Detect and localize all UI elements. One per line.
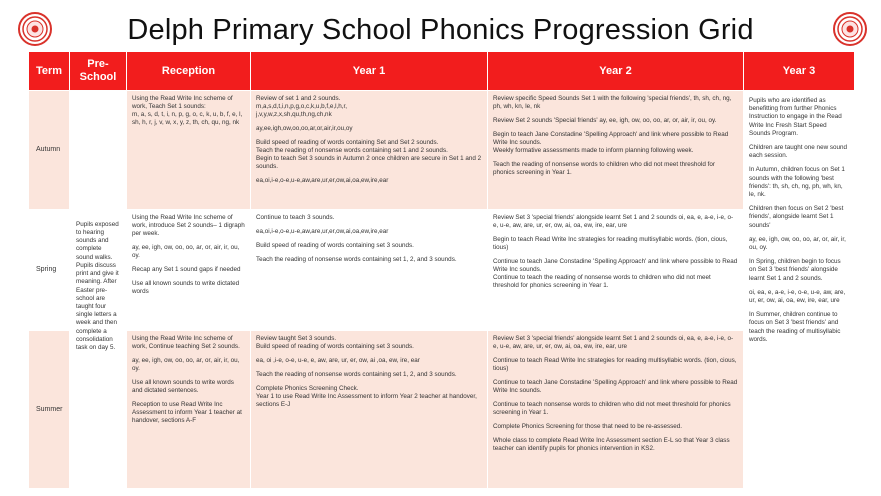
header-pre-school: Pre-School — [70, 52, 127, 91]
cell-text: Recap any Set 1 sound gaps if needed — [132, 266, 241, 273]
year2-spring — [488, 210, 744, 331]
cell-text: Complete Phonics Screening Check. Year 1 to use Read Write Inc Assessment to inform Year 2 teacher at handover, sections E-J — [256, 385, 477, 408]
cell-text: Review of set 1 and 2 sounds. m,a,s,d,t,i,n,p,g,o,c,k,u,b,f,e,l,h,r, j,v,y,w,z,x,sh,qu,th,ng,ch,nk — [256, 95, 347, 118]
cell-text: Begin to teach Jane Constadine 'Spelling Approach' and link where possible to Read Write Inc sounds. Weekly formative assessments made to inform planning following week. — [493, 131, 729, 154]
cell-text: Continue to teach 3 sounds. — [256, 214, 335, 221]
cell-text: Complete Phonics Screening for those that need to be re-assessed. — [493, 423, 683, 430]
cell-text: Review Set 3 'special friends' alongside learnt Set 1 and 2 sounds oi, ea, e, a-e, i-e, o-e, u-e, aw, are, ur, er, ow, ai, oa, ew, ire, ear, ure — [493, 214, 734, 229]
table-row-spring — [29, 210, 855, 331]
cell-text: Begin to teach Read Write Inc strategies for reading multisyllabic words. (tion, cious, tious) — [493, 236, 728, 251]
cell-text: In Summer, children continue to focus on Set 3 'best friends' and teach the reading of multisyllabic words. — [749, 311, 841, 343]
year1-summer — [251, 331, 488, 489]
header-reception: Reception — [127, 52, 251, 91]
cell-text: ea, oi ,i-e, o-e, u-e, e, aw, are, ur, er, ow, ai ,oa, ew, ire, ear — [256, 357, 420, 364]
cell-text: Continue to teach nonsense words to children who did not meet threshold for phonics screening in Year 1. — [493, 401, 731, 416]
cell-text: ea,oi,i-e,o-e,u-e,aw,are,ur,er,ow,ai,oa,ew,ire,ear — [256, 228, 389, 235]
cell-text: Continue to teach Jane Constadine 'Spelling Approach' and link where possible to Read Write Inc sounds. — [493, 379, 738, 394]
cell-text: Continue to teach Read Write Inc strategies for reading multisyllabic words. (tion, cious, tious) — [493, 357, 737, 372]
cell-text: Children are taught one new sound each session. — [749, 144, 848, 160]
cell-text: Use all known sounds to write words and dictated sentences. — [132, 379, 234, 394]
cell-text: Review Set 3 'special friends' alongside learnt Set 1 and 2 sounds oi, ea, e, a-e, i-e, o-e, u-e, aw, are, ur, er, ow, ai, oa, ew, ire, ear, ure — [493, 335, 734, 350]
cell-text: In Spring, children begin to focus on Set 3 'best friends' alongside learnt Set 1 and 2 sounds. — [749, 258, 841, 282]
cell-text: ea,oi,i-e,o-e,u-e,aw,are,ur,er,ow,ai,oa,ew,ire,ear — [256, 177, 389, 184]
cell-text: Use all known sounds to write dictated words — [132, 280, 240, 295]
header-year-3: Year 3 — [744, 52, 855, 91]
year1-spring — [251, 210, 488, 331]
cell-text: Review Set 2 sounds 'Special friends' ay, ee, igh, ow, oo, oo, ar, or, air, ir, ou, oy. — [493, 117, 717, 124]
cell-text: Using the Read Write Inc scheme of work, introduce Set 2 sounds– 1 digraph per week. — [132, 214, 245, 237]
cell-text: Whole class to complete Read Write Inc Assessment section E-L so that Year 3 class teacher can identify pupils for phonics intervention in KS2. — [493, 437, 730, 452]
phonics-progression-table — [28, 51, 855, 489]
term-spring: Spring — [29, 210, 70, 331]
cell-text: Teach the reading of nonsense words containing set 1, 2, and 3 sounds. — [256, 256, 457, 263]
header-year-1: Year 1 — [251, 52, 488, 91]
cell-text: Reception to use Read Write Inc Assessment to inform Year 1 teacher at handover, sections A-F — [132, 401, 242, 424]
cell-text: Children then focus on Set 2 'best friends', alongside learnt Set 1 sounds' — [749, 205, 844, 229]
cell-text: Pupils who are identified as benefitting from further Phonics Instruction to engage in the Read Write Inc Fresh Start Speed Sounds Program. — [749, 97, 842, 137]
year2-summer — [488, 331, 744, 489]
cell-text: Using the Read Write Inc scheme of work, Continue teaching Set 2 sounds. — [132, 335, 240, 350]
reception-autumn — [127, 91, 251, 210]
table-row-summer — [29, 331, 855, 489]
cell-text: ay, ee, igh, ow, oo, oo, ar, or, air, ir, ou, oy. — [749, 235, 846, 252]
cell-text: Using the Read Write Inc scheme of work, Teach Set 1 sounds: m, a, s, d, t, i, n, p, g, o, c, k, u, b, f, e, l, sh, h, r, j, v, w, x, y, z, th, ch, qu, ng, nk — [132, 95, 243, 126]
term-autumn: Autumn — [29, 91, 70, 210]
page-title: Delph Primary School Phonics Progression Grid — [127, 14, 754, 46]
table-row-autumn — [29, 91, 855, 210]
term-summer: Summer — [29, 331, 70, 489]
header-term: Term — [29, 52, 70, 91]
preschool-cell — [70, 91, 127, 489]
reception-spring — [127, 210, 251, 331]
cell-text: Review taught Set 3 sounds. Build speed of reading of words containing set 3 sounds. — [256, 335, 414, 350]
cell-text: Teach the reading of nonsense words to children who did not meet threshold for phonics screening in Year 1. — [493, 161, 715, 176]
cell-text: oi, ea, e, a-e, i-e, o-e, u-e, aw, are, ur, er, ow, ai, oa, ew, ire, ear, ure — [749, 288, 846, 305]
preschool-text: Pupils exposed to hearing sounds and complete sound walks. Pupils discuss print and give it meaning. After Easter pre-school are taught four single letters a week and then complete a consolidation task on day 5. — [76, 220, 119, 351]
cell-text: ay, ee, igh, ow, oo, oo, ar, or, air, ir, ou, oy. — [132, 357, 240, 372]
cell-text: Build speed of reading of words containing Set and Set 2 sounds. Teach the reading of nonsense words containing set 1 and 2 sounds. Begin to teach Set 3 sounds in Autumn 2 once children are secure in Set 1 and 2 sounds. — [256, 139, 482, 170]
cell-text: In Autumn, children focus on Set 1 sounds with the following 'best friends': th, sh, ch, ng, ph, wh, kn, le, nk. — [749, 166, 845, 199]
reception-summer — [127, 331, 251, 489]
year2-autumn — [488, 91, 744, 210]
header-row — [29, 52, 855, 91]
cell-text: Review specific Speed Sounds Set 1 with the following 'special friends', th, sh, ch, ng, ph, wh, kn, le, nk — [493, 95, 732, 110]
year3-cell — [744, 91, 855, 489]
cell-text: Build speed of reading of words containing set 3 sounds. — [256, 242, 414, 249]
year1-autumn — [251, 91, 488, 210]
cell-text: ay, ee, igh, ow, oo, oo, ar, or, air, ir, ou, oy. — [132, 244, 240, 259]
cell-text: Continue to teach Jane Constadine 'Spelling Approach' and link where possible to Read Write Inc sounds. Continue to teach the reading of nonsense words to children who did not meet threshold for phonics screening in Year 1. — [493, 258, 738, 289]
header-year-2: Year 2 — [488, 52, 744, 91]
cell-text: ay,ee,igh,ow,oo,oo,ar,or,air,ir,ou,oy — [256, 125, 353, 132]
cell-text: Teach the reading of nonsense words containing set 1, 2, and 3 sounds. — [256, 371, 457, 378]
